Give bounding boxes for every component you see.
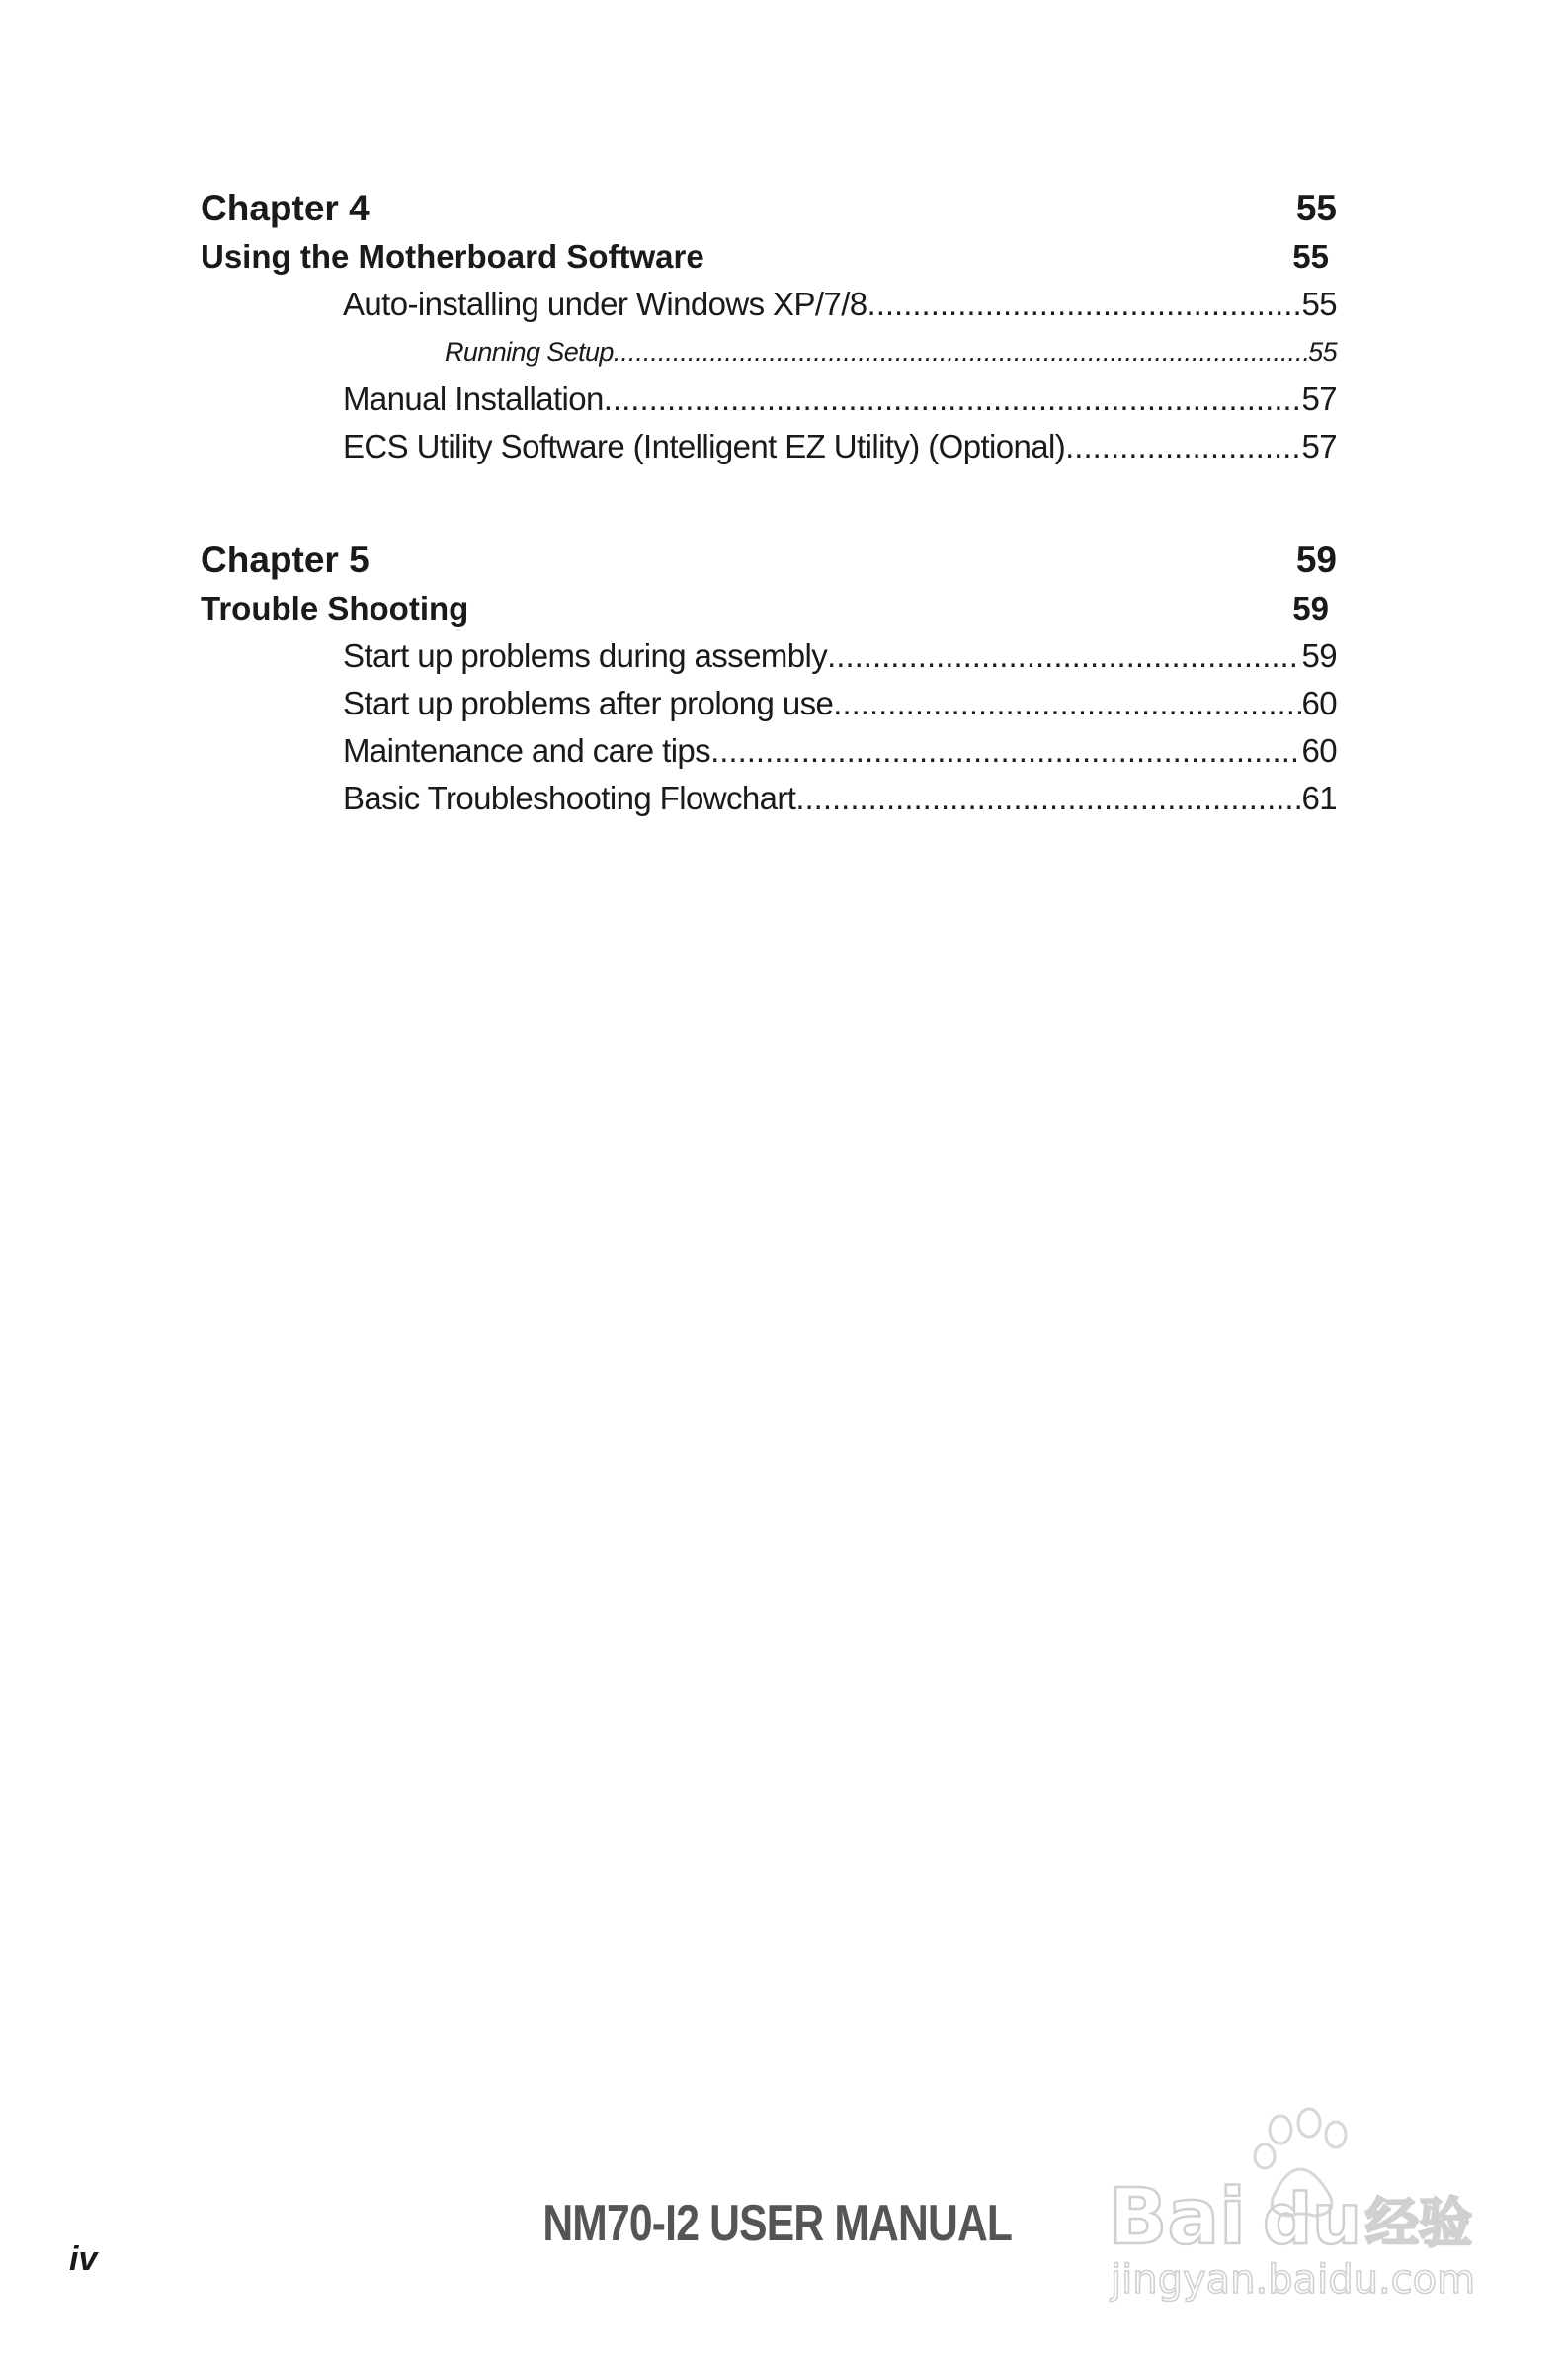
- dot-leader: [614, 328, 1308, 376]
- toc-entry: [343, 632, 1337, 680]
- section-title: Trouble Shooting: [201, 590, 469, 627]
- toc-entry: [343, 680, 1337, 727]
- toc-entry: [343, 775, 1337, 822]
- dot-leader: [604, 376, 1302, 423]
- toc-entry-page: 60: [1301, 732, 1337, 769]
- baidu-paw-icon: [1107, 2105, 1482, 2303]
- toc-entry-page: 57: [1301, 428, 1337, 464]
- dot-leader: [867, 281, 1302, 328]
- toc-entry-title: Basic Troubleshooting Flowchart: [343, 780, 796, 816]
- dot-leader: [795, 775, 1301, 822]
- toc-entry-title: ECS Utility Software (Intelligent EZ Utility) (Optional): [343, 428, 1066, 464]
- dot-leader: [827, 632, 1301, 680]
- chapter-label: Chapter 5: [201, 540, 370, 580]
- toc-entry: [343, 376, 1337, 423]
- toc-entry-title: Start up problems after prolong use: [343, 685, 834, 721]
- chapter-heading: [201, 184, 1337, 233]
- svg-text:经验: 经验: [1365, 2192, 1472, 2254]
- toc-entry-title: Auto-installing under Windows XP/7/8: [343, 286, 867, 322]
- toc-chapter-4: [201, 184, 1337, 470]
- section-heading: [201, 233, 1337, 281]
- toc-entry-title: Manual Installation: [343, 380, 604, 417]
- dot-leader: [833, 680, 1301, 727]
- toc-entry-page: 57: [1301, 380, 1337, 417]
- toc-subentry: [445, 328, 1337, 376]
- section-title: Using the Motherboard Software: [201, 238, 704, 275]
- section-heading: [201, 585, 1337, 632]
- toc-entry-page: 59: [1301, 637, 1337, 674]
- chapter-page-number: 55: [1295, 188, 1337, 228]
- toc-entry-page: 55: [1308, 337, 1337, 367]
- toc-entry-page: 61: [1301, 780, 1337, 816]
- toc-chapter-5: [201, 536, 1337, 822]
- manual-title-footer: NM70-I2 USER MANUAL: [542, 2195, 1013, 2252]
- page-number: iv: [69, 2240, 98, 2278]
- toc-entry-page: 55: [1301, 286, 1337, 322]
- dot-leader: [710, 727, 1301, 775]
- section-page-number: 59: [1292, 590, 1329, 627]
- svg-text:Bai: Bai: [1109, 2173, 1246, 2262]
- toc-entry-title: Running Setup: [445, 337, 614, 367]
- chapter-page-number: 59: [1295, 540, 1337, 580]
- chapter-label: Chapter 4: [201, 188, 370, 228]
- toc-entry-title: Start up problems during assembly: [343, 637, 828, 674]
- toc-entry: [343, 281, 1337, 328]
- section-page-number: 55: [1292, 238, 1329, 275]
- toc-entry: [343, 423, 1337, 470]
- chapter-heading: [201, 536, 1337, 585]
- toc-entry-title: Maintenance and care tips: [343, 732, 711, 769]
- svg-text:jingyan.baidu.com: jingyan.baidu.com: [1111, 2257, 1476, 2303]
- svg-text:du: du: [1263, 2179, 1362, 2260]
- toc-entry: [343, 727, 1337, 775]
- dot-leader: [1065, 423, 1301, 470]
- toc-entry-page: 60: [1301, 685, 1337, 721]
- baidu-watermark-logo: [1107, 2105, 1482, 2303]
